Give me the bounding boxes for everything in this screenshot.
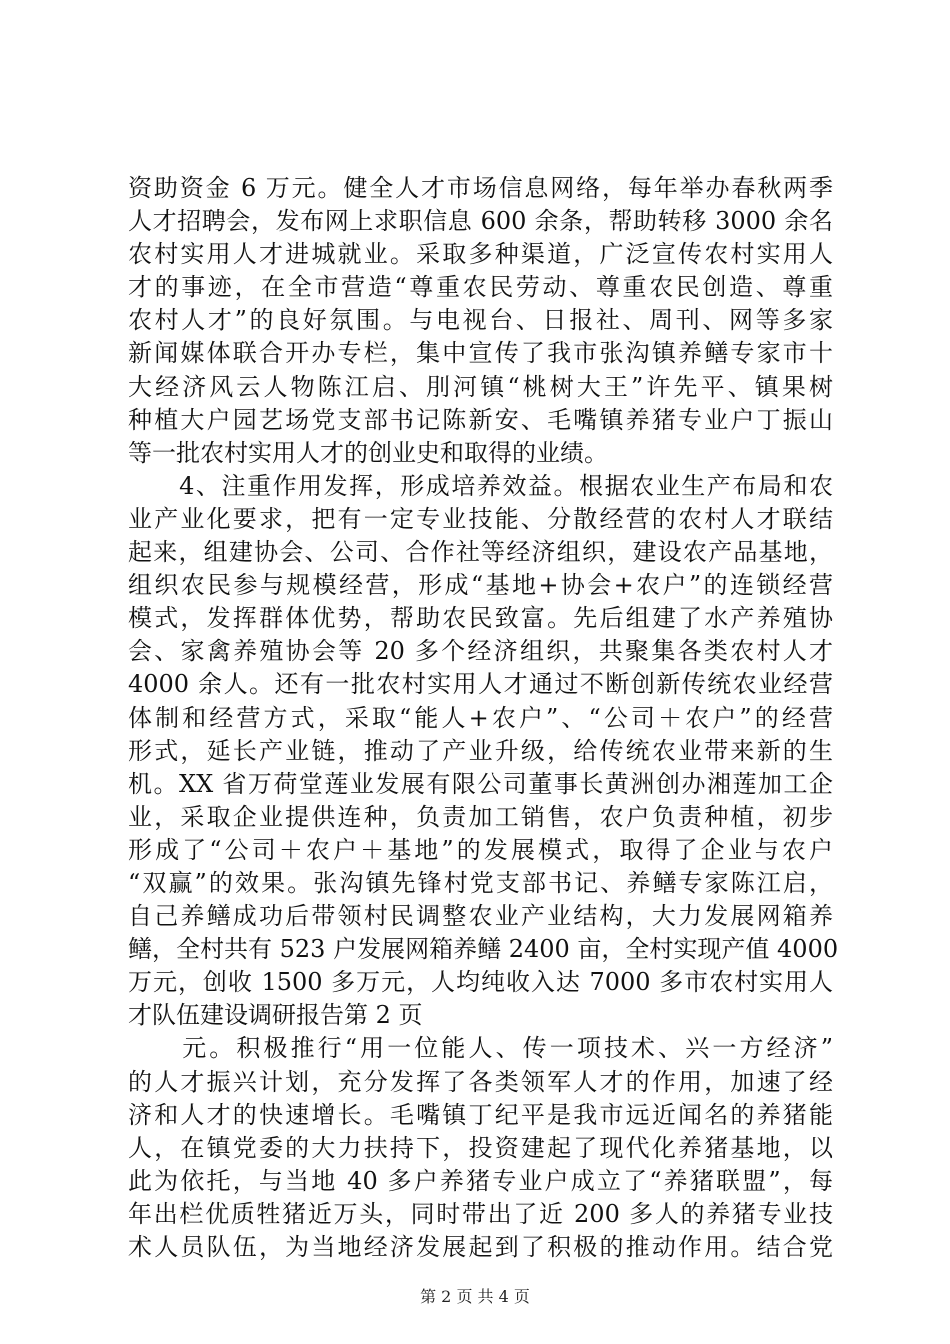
paragraph-3 <box>128 1032 833 1264</box>
text-line: 形式，延长产业链，推动了产业升级，给传统农业带来新的生 <box>128 736 833 765</box>
text-line: 起来，组建协会、公司、合作社等经济组织，建设农产品基地， <box>128 538 833 567</box>
text-line: 鳝，全村共有 523 户发展网箱养鳝 2400 亩，全村实现产值 4000 <box>128 935 839 964</box>
text-line: 4000 余人。还有一批农村实用人才通过不断创新传统农业经营 <box>128 670 833 699</box>
text-line: 等一批农村实用人才的创业史和取得的业绩。 <box>128 438 608 467</box>
text-line: 模式，发挥群体优势，帮助农民致富。先后组建了水产养殖协 <box>128 604 833 633</box>
text-line: 农村实用人才进城就业。采取多种渠道，广泛宣传农村实用人 <box>128 240 833 269</box>
text-line: 体制和经营方式，采取“能人+农户”、“公司＋农户”的经营 <box>128 703 833 732</box>
text-line: 人才招聘会，发布网上求职信息 600 余条，帮助转移 3000 余名 <box>128 207 833 236</box>
text-line: 4、注重作用发挥，形成培养效益。根据农业生产布局和农 <box>128 471 833 500</box>
text-line: 种植大户园艺场党支部书记陈新安、毛嘴镇养猪专业户丁振山 <box>128 405 833 434</box>
text-line: 会、家禽养殖协会等 20 多个经济组织，共聚集各类农村人才 <box>128 637 833 666</box>
text-line: 此为依托，与当地 40 多户养猪专业户成立了“养猪联盟”，每 <box>128 1166 833 1195</box>
text-line: 自己养鳝成功后带领村民调整农业产业结构，大力发展网箱养 <box>128 902 833 931</box>
text-line: 机。XX 省万荷堂莲业发展有限公司董事长黄洲创办湘莲加工企 <box>128 769 833 798</box>
text-line: 业，采取企业提供连种，负责加工销售，农户负责种植，初步 <box>128 802 833 831</box>
text-line: 组织农民参与规模经营，形成“基地+协会+农户”的连锁经营 <box>128 571 833 600</box>
paragraph-2 <box>128 470 839 1033</box>
text-line: 大经济风云人物陈江启、刖河镇“桃树大王”许先平、镇果树 <box>128 372 833 401</box>
page-number: 第 2 页 共 4 页 <box>420 1287 530 1306</box>
text-line: 新闻媒体联合开办专栏，集中宣传了我市张沟镇养鳝专家市十 <box>128 339 833 368</box>
text-line: 年出栏优质牲猪近万头，同时带出了近 200 多人的养猪专业技 <box>128 1199 833 1228</box>
text-line: 术人员队伍，为当地经济发展起到了积极的推动作用。结合党 <box>128 1233 833 1261</box>
text-line: 形成了“公司＋农户＋基地”的发展模式，取得了企业与农户 <box>128 835 833 864</box>
text-line: 才队伍建设调研报告第 2 页 <box>128 1001 423 1030</box>
text-line: 万元，创收 1500 多万元，人均纯收入达 7000 多市农村实用人 <box>128 968 833 997</box>
text-line: 的人才振兴计划，充分发挥了各类领军人才的作用，加速了经 <box>128 1067 833 1096</box>
paragraph-1 <box>128 172 833 470</box>
text-line: 农村人才”的良好氛围。与电视台、日报社、周刊、网等多家 <box>128 306 833 335</box>
text-line: 资助资金 6 万元。健全人才市场信息网络，每年举办春秋两季 <box>128 174 833 202</box>
text-line: 元。积极推行“用一位能人、传一项技术、兴一方经济” <box>128 1034 833 1063</box>
page-footer <box>0 1284 950 1307</box>
text-line: 业产业化要求，把有一定专业技能、分散经营的农村人才联结 <box>128 504 833 533</box>
document-body <box>128 172 839 1264</box>
text-line: “双赢”的效果。张沟镇先锋村党支部书记、养鳝专家陈江启， <box>128 868 833 897</box>
text-line: 人，在镇党委的大力扶持下，投资建起了现代化养猪基地，以 <box>128 1133 833 1162</box>
text-line: 才的事迹，在全市营造“尊重农民劳动、尊重农民创造、尊重 <box>128 273 833 302</box>
text-line: 济和人才的快速增长。毛嘴镇丁纪平是我市远近闻名的养猪能 <box>128 1100 833 1129</box>
